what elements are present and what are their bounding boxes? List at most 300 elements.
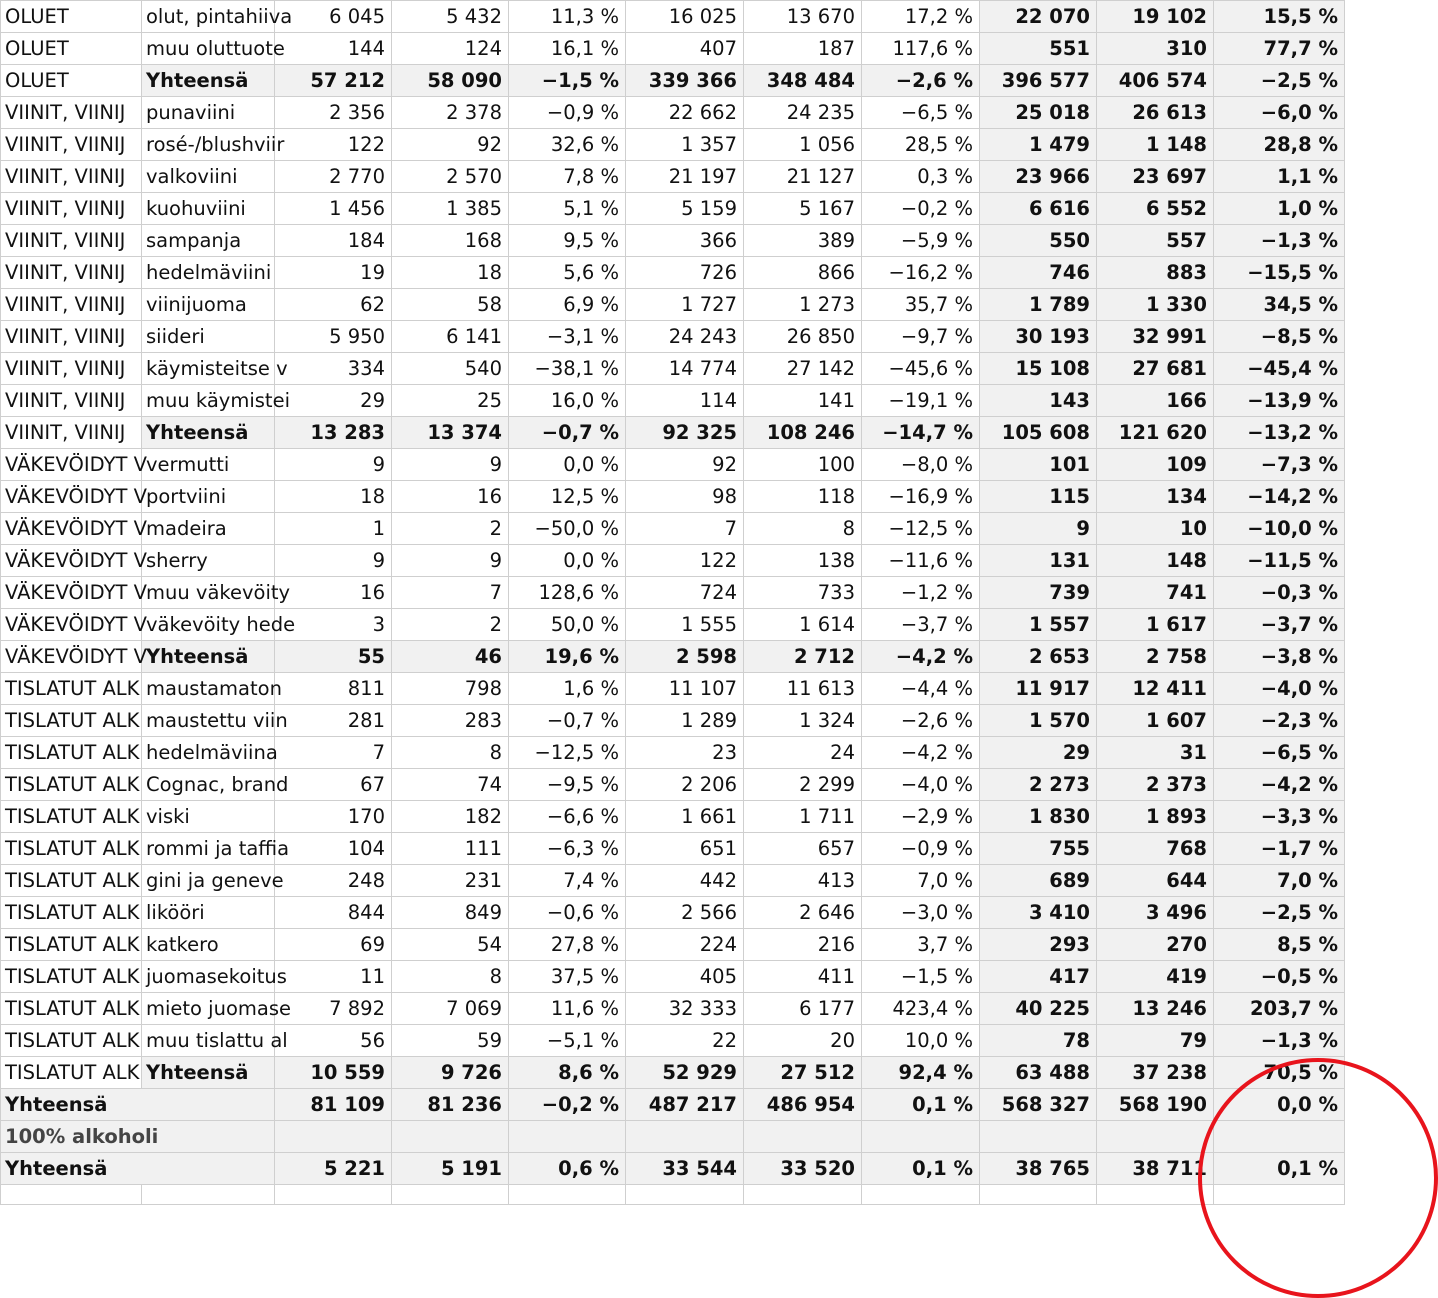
value-cell-col1[interactable]: 844: [275, 897, 392, 929]
value-cell-col3[interactable]: −6,6 %: [509, 801, 626, 833]
value-cell-col9[interactable]: 203,7 %: [1214, 993, 1345, 1025]
value-cell-col6[interactable]: −2,6 %: [862, 65, 980, 97]
value-cell-col6[interactable]: −19,1 %: [862, 385, 980, 417]
value-cell-col8[interactable]: 37 238: [1097, 1057, 1214, 1089]
value-cell-col3[interactable]: 5,1 %: [509, 193, 626, 225]
value-cell-col7[interactable]: 11 917: [980, 673, 1097, 705]
value-cell-col5[interactable]: 13 670: [744, 1, 862, 33]
value-cell-col5[interactable]: 27 512: [744, 1057, 862, 1089]
value-cell-col9[interactable]: −4,2 %: [1214, 769, 1345, 801]
value-cell-col7[interactable]: 739: [980, 577, 1097, 609]
value-cell-col7[interactable]: 40 225: [980, 993, 1097, 1025]
value-cell-col7[interactable]: 25 018: [980, 97, 1097, 129]
value-cell-col4[interactable]: 33 544: [626, 1153, 744, 1185]
subcategory-cell[interactable]: vermutti: [142, 449, 275, 481]
value-cell-col6[interactable]: −9,7 %: [862, 321, 980, 353]
value-cell-col6[interactable]: −6,5 %: [862, 97, 980, 129]
value-cell-col5[interactable]: 11 613: [744, 673, 862, 705]
value-cell-col6[interactable]: −1,5 %: [862, 961, 980, 993]
category-cell[interactable]: VIINIT, VIINIJ: [1, 385, 142, 417]
value-cell-col8[interactable]: 26 613: [1097, 97, 1214, 129]
value-cell-col4[interactable]: 21 197: [626, 161, 744, 193]
value-cell-col6[interactable]: −12,5 %: [862, 513, 980, 545]
value-cell-col3[interactable]: 12,5 %: [509, 481, 626, 513]
value-cell-col1[interactable]: 7: [275, 737, 392, 769]
value-cell-col3[interactable]: 27,8 %: [509, 929, 626, 961]
value-cell-col3[interactable]: 5,6 %: [509, 257, 626, 289]
value-cell-col9[interactable]: 15,5 %: [1214, 1, 1345, 33]
subcategory-cell[interactable]: portviini: [142, 481, 275, 513]
value-cell-col3[interactable]: 7,4 %: [509, 865, 626, 897]
value-cell-col5[interactable]: 5 167: [744, 193, 862, 225]
value-cell-col9[interactable]: 7,0 %: [1214, 865, 1345, 897]
category-cell[interactable]: TISLATUT ALK: [1, 961, 142, 993]
value-cell-col5[interactable]: 733: [744, 577, 862, 609]
value-cell-col8[interactable]: 557: [1097, 225, 1214, 257]
value-cell-col5[interactable]: 24: [744, 737, 862, 769]
value-cell-col3[interactable]: −0,6 %: [509, 897, 626, 929]
category-cell[interactable]: TISLATUT ALK: [1, 865, 142, 897]
value-cell-col9[interactable]: −1,7 %: [1214, 833, 1345, 865]
value-cell-col4[interactable]: 14 774: [626, 353, 744, 385]
value-cell-col2[interactable]: 8: [392, 737, 509, 769]
value-cell-col8[interactable]: 134: [1097, 481, 1214, 513]
value-cell-col5[interactable]: 138: [744, 545, 862, 577]
value-cell-col7[interactable]: 1 557: [980, 609, 1097, 641]
value-cell-col8[interactable]: 419: [1097, 961, 1214, 993]
value-cell-col1[interactable]: 248: [275, 865, 392, 897]
value-cell-col6[interactable]: 3,7 %: [862, 929, 980, 961]
category-cell[interactable]: TISLATUT ALK: [1, 705, 142, 737]
value-cell-col4[interactable]: 32 333: [626, 993, 744, 1025]
category-cell[interactable]: TISLATUT ALK: [1, 1057, 142, 1089]
value-cell-col6[interactable]: −0,2 %: [862, 193, 980, 225]
value-cell-col2[interactable]: 2: [392, 609, 509, 641]
value-cell-col1[interactable]: [275, 1121, 392, 1153]
value-cell-col5[interactable]: 100: [744, 449, 862, 481]
value-cell-col1[interactable]: 144: [275, 33, 392, 65]
category-cell[interactable]: VIINIT, VIINIJ: [1, 129, 142, 161]
value-cell-col3[interactable]: 11,3 %: [509, 1, 626, 33]
value-cell-col6[interactable]: −2,9 %: [862, 801, 980, 833]
value-cell-col1[interactable]: 11: [275, 961, 392, 993]
value-cell-col6[interactable]: [862, 1121, 980, 1153]
subcategory-cell[interactable]: mieto juomase: [142, 993, 275, 1025]
value-cell-col4[interactable]: 724: [626, 577, 744, 609]
value-cell-col6[interactable]: 0,1 %: [862, 1153, 980, 1185]
value-cell-col7[interactable]: 38 765: [980, 1153, 1097, 1185]
subcategory-cell[interactable]: muu väkevöity: [142, 577, 275, 609]
value-cell-col2[interactable]: 46: [392, 641, 509, 673]
subtotal-label-cell[interactable]: Yhteensä: [142, 65, 275, 97]
value-cell-col3[interactable]: −0,7 %: [509, 417, 626, 449]
value-cell-col4[interactable]: 7: [626, 513, 744, 545]
value-cell-col2[interactable]: 5 191: [392, 1153, 509, 1185]
value-cell-col1[interactable]: 104: [275, 833, 392, 865]
category-cell[interactable]: VÄKEVÖIDYT V: [1, 481, 142, 513]
value-cell-col2[interactable]: 92: [392, 129, 509, 161]
value-cell-col4[interactable]: 224: [626, 929, 744, 961]
value-cell-col2[interactable]: 74: [392, 769, 509, 801]
subcategory-cell[interactable]: madeira: [142, 513, 275, 545]
value-cell-col2[interactable]: [392, 1121, 509, 1153]
value-cell-col1[interactable]: 67: [275, 769, 392, 801]
value-cell-col1[interactable]: 56: [275, 1025, 392, 1057]
subcategory-cell[interactable]: rosé-/blushviir: [142, 129, 275, 161]
value-cell-col8[interactable]: [1097, 1185, 1214, 1205]
category-cell[interactable]: TISLATUT ALK: [1, 1025, 142, 1057]
value-cell-col8[interactable]: 1 330: [1097, 289, 1214, 321]
category-cell[interactable]: TISLATUT ALK: [1, 897, 142, 929]
value-cell-col3[interactable]: 0,0 %: [509, 545, 626, 577]
value-cell-col9[interactable]: −6,0 %: [1214, 97, 1345, 129]
value-cell-col3[interactable]: −5,1 %: [509, 1025, 626, 1057]
value-cell-col4[interactable]: 16 025: [626, 1, 744, 33]
value-cell-col3[interactable]: [509, 1121, 626, 1153]
value-cell-col5[interactable]: 8: [744, 513, 862, 545]
value-cell-col3[interactable]: −0,2 %: [509, 1089, 626, 1121]
value-cell-col9[interactable]: 77,7 %: [1214, 33, 1345, 65]
category-cell[interactable]: VÄKEVÖIDYT V: [1, 449, 142, 481]
value-cell-col6[interactable]: 0,1 %: [862, 1089, 980, 1121]
value-cell-col1[interactable]: 18: [275, 481, 392, 513]
value-cell-col1[interactable]: 9: [275, 545, 392, 577]
value-cell-col5[interactable]: 118: [744, 481, 862, 513]
value-cell-col2[interactable]: 18: [392, 257, 509, 289]
value-cell-col9[interactable]: −7,3 %: [1214, 449, 1345, 481]
value-cell-col7[interactable]: 23 966: [980, 161, 1097, 193]
value-cell-col8[interactable]: 27 681: [1097, 353, 1214, 385]
value-cell-col9[interactable]: −6,5 %: [1214, 737, 1345, 769]
grand-total-label[interactable]: Yhteensä: [1, 1153, 275, 1185]
category-cell[interactable]: VIINIT, VIINIJ: [1, 417, 142, 449]
value-cell-col3[interactable]: 1,6 %: [509, 673, 626, 705]
value-cell-col4[interactable]: 92 325: [626, 417, 744, 449]
value-cell-col6[interactable]: 0,3 %: [862, 161, 980, 193]
value-cell-col2[interactable]: 849: [392, 897, 509, 929]
value-cell-col2[interactable]: 25: [392, 385, 509, 417]
value-cell-col4[interactable]: 366: [626, 225, 744, 257]
value-cell-col3[interactable]: −1,5 %: [509, 65, 626, 97]
value-cell-col9[interactable]: −3,7 %: [1214, 609, 1345, 641]
value-cell-col5[interactable]: 486 954: [744, 1089, 862, 1121]
value-cell-col3[interactable]: 37,5 %: [509, 961, 626, 993]
value-cell-col5[interactable]: [744, 1185, 862, 1205]
category-cell[interactable]: TISLATUT ALK: [1, 929, 142, 961]
value-cell-col7[interactable]: 2 653: [980, 641, 1097, 673]
subcategory-cell[interactable]: valkoviini: [142, 161, 275, 193]
value-cell-col4[interactable]: 22 662: [626, 97, 744, 129]
value-cell-col2[interactable]: 8: [392, 961, 509, 993]
value-cell-col8[interactable]: 310: [1097, 33, 1214, 65]
value-cell-col5[interactable]: 24 235: [744, 97, 862, 129]
value-cell-col7[interactable]: 9: [980, 513, 1097, 545]
section-label[interactable]: 100% alkoholi: [1, 1121, 275, 1153]
value-cell-col6[interactable]: 10,0 %: [862, 1025, 980, 1057]
value-cell-col9[interactable]: −14,2 %: [1214, 481, 1345, 513]
value-cell-col8[interactable]: [1097, 1121, 1214, 1153]
value-cell-col1[interactable]: 5 950: [275, 321, 392, 353]
subcategory-cell[interactable]: Cognac, brand: [142, 769, 275, 801]
subcategory-cell[interactable]: viinijuoma: [142, 289, 275, 321]
value-cell-col7[interactable]: 293: [980, 929, 1097, 961]
value-cell-col5[interactable]: 21 127: [744, 161, 862, 193]
value-cell-col2[interactable]: 283: [392, 705, 509, 737]
value-cell-col4[interactable]: 651: [626, 833, 744, 865]
value-cell-col4[interactable]: 11 107: [626, 673, 744, 705]
value-cell-col8[interactable]: 270: [1097, 929, 1214, 961]
value-cell-col5[interactable]: 1 324: [744, 705, 862, 737]
value-cell-col1[interactable]: 281: [275, 705, 392, 737]
subcategory-cell[interactable]: väkevöity hede: [142, 609, 275, 641]
value-cell-col6[interactable]: −4,4 %: [862, 673, 980, 705]
value-cell-col2[interactable]: 540: [392, 353, 509, 385]
value-cell-col3[interactable]: 50,0 %: [509, 609, 626, 641]
subcategory-cell[interactable]: siideri: [142, 321, 275, 353]
category-cell[interactable]: VIINIT, VIINIJ: [1, 353, 142, 385]
value-cell-col2[interactable]: 58 090: [392, 65, 509, 97]
value-cell-col1[interactable]: 334: [275, 353, 392, 385]
value-cell-col8[interactable]: 23 697: [1097, 161, 1214, 193]
value-cell-col4[interactable]: 407: [626, 33, 744, 65]
value-cell-col7[interactable]: 143: [980, 385, 1097, 417]
value-cell-col6[interactable]: −4,2 %: [862, 641, 980, 673]
value-cell-col8[interactable]: 1 617: [1097, 609, 1214, 641]
value-cell-col4[interactable]: 339 366: [626, 65, 744, 97]
category-cell[interactable]: VIINIT, VIINIJ: [1, 257, 142, 289]
value-cell-col6[interactable]: −0,9 %: [862, 833, 980, 865]
value-cell-col7[interactable]: 6 616: [980, 193, 1097, 225]
category-cell[interactable]: VÄKEVÖIDYT V: [1, 641, 142, 673]
value-cell-col3[interactable]: 8,6 %: [509, 1057, 626, 1089]
value-cell-col4[interactable]: [626, 1185, 744, 1205]
value-cell-col5[interactable]: 33 520: [744, 1153, 862, 1185]
category-cell[interactable]: TISLATUT ALK: [1, 769, 142, 801]
value-cell-col8[interactable]: 3 496: [1097, 897, 1214, 929]
value-cell-col6[interactable]: −45,6 %: [862, 353, 980, 385]
subcategory-cell[interactable]: likööri: [142, 897, 275, 929]
value-cell-col4[interactable]: 487 217: [626, 1089, 744, 1121]
value-cell-col6[interactable]: 423,4 %: [862, 993, 980, 1025]
value-cell-col7[interactable]: 550: [980, 225, 1097, 257]
category-cell[interactable]: OLUET: [1, 1, 142, 33]
value-cell-col7[interactable]: 1 479: [980, 129, 1097, 161]
value-cell-col2[interactable]: 1 385: [392, 193, 509, 225]
value-cell-col1[interactable]: 3: [275, 609, 392, 641]
subcategory-cell[interactable]: katkero: [142, 929, 275, 961]
value-cell-col1[interactable]: 29: [275, 385, 392, 417]
value-cell-col4[interactable]: 726: [626, 257, 744, 289]
value-cell-col9[interactable]: −13,9 %: [1214, 385, 1345, 417]
value-cell-col1[interactable]: 9: [275, 449, 392, 481]
value-cell-col4[interactable]: [626, 1121, 744, 1153]
value-cell-col2[interactable]: 2 378: [392, 97, 509, 129]
value-cell-col6[interactable]: 92,4 %: [862, 1057, 980, 1089]
value-cell-col8[interactable]: 768: [1097, 833, 1214, 865]
value-cell-col7[interactable]: 396 577: [980, 65, 1097, 97]
value-cell-col4[interactable]: 405: [626, 961, 744, 993]
value-cell-col9[interactable]: 70,5 %: [1214, 1057, 1345, 1089]
value-cell-col2[interactable]: 7 069: [392, 993, 509, 1025]
value-cell-col2[interactable]: 168: [392, 225, 509, 257]
value-cell-col2[interactable]: 54: [392, 929, 509, 961]
value-cell-col5[interactable]: 389: [744, 225, 862, 257]
value-cell-col3[interactable]: −38,1 %: [509, 353, 626, 385]
value-cell-col7[interactable]: [980, 1121, 1097, 1153]
category-cell[interactable]: VÄKEVÖIDYT V: [1, 609, 142, 641]
value-cell-col5[interactable]: 141: [744, 385, 862, 417]
value-cell-col2[interactable]: 6 141: [392, 321, 509, 353]
value-cell-col2[interactable]: 16: [392, 481, 509, 513]
value-cell-col8[interactable]: 406 574: [1097, 65, 1214, 97]
value-cell-col8[interactable]: 6 552: [1097, 193, 1214, 225]
value-cell-col4[interactable]: 2 566: [626, 897, 744, 929]
subcategory-cell[interactable]: muu käymistei: [142, 385, 275, 417]
value-cell-col9[interactable]: 1,1 %: [1214, 161, 1345, 193]
value-cell-col6[interactable]: 7,0 %: [862, 865, 980, 897]
value-cell-col2[interactable]: 2: [392, 513, 509, 545]
value-cell-col4[interactable]: 24 243: [626, 321, 744, 353]
value-cell-col2[interactable]: 59: [392, 1025, 509, 1057]
value-cell-col5[interactable]: 216: [744, 929, 862, 961]
value-cell-col8[interactable]: 644: [1097, 865, 1214, 897]
value-cell-col1[interactable]: 7 892: [275, 993, 392, 1025]
category-cell[interactable]: TISLATUT ALK: [1, 737, 142, 769]
value-cell-col1[interactable]: 184: [275, 225, 392, 257]
value-cell-col6[interactable]: 28,5 %: [862, 129, 980, 161]
value-cell-col4[interactable]: 1 727: [626, 289, 744, 321]
value-cell-col8[interactable]: 2 373: [1097, 769, 1214, 801]
value-cell-col6[interactable]: −3,7 %: [862, 609, 980, 641]
value-cell-col4[interactable]: 2 598: [626, 641, 744, 673]
value-cell-col1[interactable]: 5 221: [275, 1153, 392, 1185]
value-cell-col7[interactable]: 568 327: [980, 1089, 1097, 1121]
value-cell-col1[interactable]: 62: [275, 289, 392, 321]
subcategory-cell[interactable]: maustettu viin: [142, 705, 275, 737]
value-cell-col4[interactable]: 98: [626, 481, 744, 513]
value-cell-col9[interactable]: −2,5 %: [1214, 897, 1345, 929]
value-cell-col9[interactable]: [1214, 1185, 1345, 1205]
value-cell-col9[interactable]: −11,5 %: [1214, 545, 1345, 577]
value-cell-col2[interactable]: 124: [392, 33, 509, 65]
value-cell-col9[interactable]: −1,3 %: [1214, 1025, 1345, 1057]
subcategory-cell[interactable]: rommi ja taffia: [142, 833, 275, 865]
value-cell-col3[interactable]: −6,3 %: [509, 833, 626, 865]
value-cell-col4[interactable]: 1 289: [626, 705, 744, 737]
value-cell-col2[interactable]: 9 726: [392, 1057, 509, 1089]
value-cell-col7[interactable]: 30 193: [980, 321, 1097, 353]
value-cell-col3[interactable]: −50,0 %: [509, 513, 626, 545]
value-cell-col8[interactable]: 31: [1097, 737, 1214, 769]
value-cell-col4[interactable]: 2 206: [626, 769, 744, 801]
value-cell-col9[interactable]: 34,5 %: [1214, 289, 1345, 321]
category-cell[interactable]: TISLATUT ALK: [1, 673, 142, 705]
value-cell-col1[interactable]: 1: [275, 513, 392, 545]
value-cell-col3[interactable]: −0,9 %: [509, 97, 626, 129]
value-cell-col7[interactable]: [980, 1185, 1097, 1205]
value-cell-col3[interactable]: 6,9 %: [509, 289, 626, 321]
subcategory-cell[interactable]: [142, 1185, 275, 1205]
value-cell-col3[interactable]: 19,6 %: [509, 641, 626, 673]
category-cell[interactable]: VÄKEVÖIDYT V: [1, 577, 142, 609]
category-cell[interactable]: TISLATUT ALK: [1, 833, 142, 865]
category-cell[interactable]: OLUET: [1, 65, 142, 97]
value-cell-col9[interactable]: −15,5 %: [1214, 257, 1345, 289]
value-cell-col1[interactable]: 6 045: [275, 1, 392, 33]
value-cell-col5[interactable]: 1 711: [744, 801, 862, 833]
subcategory-cell[interactable]: käymisteitse v: [142, 353, 275, 385]
category-cell[interactable]: TISLATUT ALK: [1, 801, 142, 833]
category-cell[interactable]: [1, 1185, 142, 1205]
category-cell[interactable]: TISLATUT ALK: [1, 993, 142, 1025]
value-cell-col9[interactable]: −2,5 %: [1214, 65, 1345, 97]
value-cell-col4[interactable]: 442: [626, 865, 744, 897]
value-cell-col9[interactable]: 28,8 %: [1214, 129, 1345, 161]
value-cell-col7[interactable]: 1 789: [980, 289, 1097, 321]
value-cell-col9[interactable]: −0,3 %: [1214, 577, 1345, 609]
value-cell-col3[interactable]: 0,6 %: [509, 1153, 626, 1185]
value-cell-col5[interactable]: 1 614: [744, 609, 862, 641]
category-cell[interactable]: VIINIT, VIINIJ: [1, 193, 142, 225]
subcategory-cell[interactable]: olut, pintahiiva: [142, 1, 275, 33]
value-cell-col8[interactable]: 12 411: [1097, 673, 1214, 705]
value-cell-col8[interactable]: 1 607: [1097, 705, 1214, 737]
value-cell-col9[interactable]: 0,1 %: [1214, 1153, 1345, 1185]
value-cell-col1[interactable]: 57 212: [275, 65, 392, 97]
value-cell-col2[interactable]: [392, 1185, 509, 1205]
value-cell-col6[interactable]: [862, 1185, 980, 1205]
value-cell-col8[interactable]: 741: [1097, 577, 1214, 609]
subcategory-cell[interactable]: maustamaton: [142, 673, 275, 705]
value-cell-col7[interactable]: 1 570: [980, 705, 1097, 737]
value-cell-col6[interactable]: −5,9 %: [862, 225, 980, 257]
value-cell-col2[interactable]: 798: [392, 673, 509, 705]
value-cell-col7[interactable]: 22 070: [980, 1, 1097, 33]
subcategory-cell[interactable]: hedelmäviina: [142, 737, 275, 769]
value-cell-col6[interactable]: −14,7 %: [862, 417, 980, 449]
value-cell-col5[interactable]: 411: [744, 961, 862, 993]
subcategory-cell[interactable]: sampanja: [142, 225, 275, 257]
value-cell-col1[interactable]: 811: [275, 673, 392, 705]
value-cell-col9[interactable]: −3,3 %: [1214, 801, 1345, 833]
category-cell[interactable]: VIINIT, VIINIJ: [1, 289, 142, 321]
value-cell-col7[interactable]: 746: [980, 257, 1097, 289]
value-cell-col8[interactable]: 109: [1097, 449, 1214, 481]
value-cell-col3[interactable]: −9,5 %: [509, 769, 626, 801]
value-cell-col5[interactable]: 6 177: [744, 993, 862, 1025]
category-cell[interactable]: OLUET: [1, 33, 142, 65]
value-cell-col7[interactable]: 1 830: [980, 801, 1097, 833]
value-cell-col2[interactable]: 81 236: [392, 1089, 509, 1121]
value-cell-col8[interactable]: 883: [1097, 257, 1214, 289]
value-cell-col8[interactable]: 79: [1097, 1025, 1214, 1057]
value-cell-col9[interactable]: −0,5 %: [1214, 961, 1345, 993]
category-cell[interactable]: VIINIT, VIINIJ: [1, 225, 142, 257]
value-cell-col2[interactable]: 13 374: [392, 417, 509, 449]
value-cell-col4[interactable]: 22: [626, 1025, 744, 1057]
subcategory-cell[interactable]: muu tislattu al: [142, 1025, 275, 1057]
value-cell-col2[interactable]: 5 432: [392, 1, 509, 33]
value-cell-col8[interactable]: 121 620: [1097, 417, 1214, 449]
value-cell-col5[interactable]: 348 484: [744, 65, 862, 97]
value-cell-col1[interactable]: 2 356: [275, 97, 392, 129]
value-cell-col7[interactable]: 63 488: [980, 1057, 1097, 1089]
value-cell-col5[interactable]: 187: [744, 33, 862, 65]
value-cell-col1[interactable]: 122: [275, 129, 392, 161]
value-cell-col7[interactable]: 551: [980, 33, 1097, 65]
value-cell-col7[interactable]: 78: [980, 1025, 1097, 1057]
value-cell-col6[interactable]: −16,9 %: [862, 481, 980, 513]
